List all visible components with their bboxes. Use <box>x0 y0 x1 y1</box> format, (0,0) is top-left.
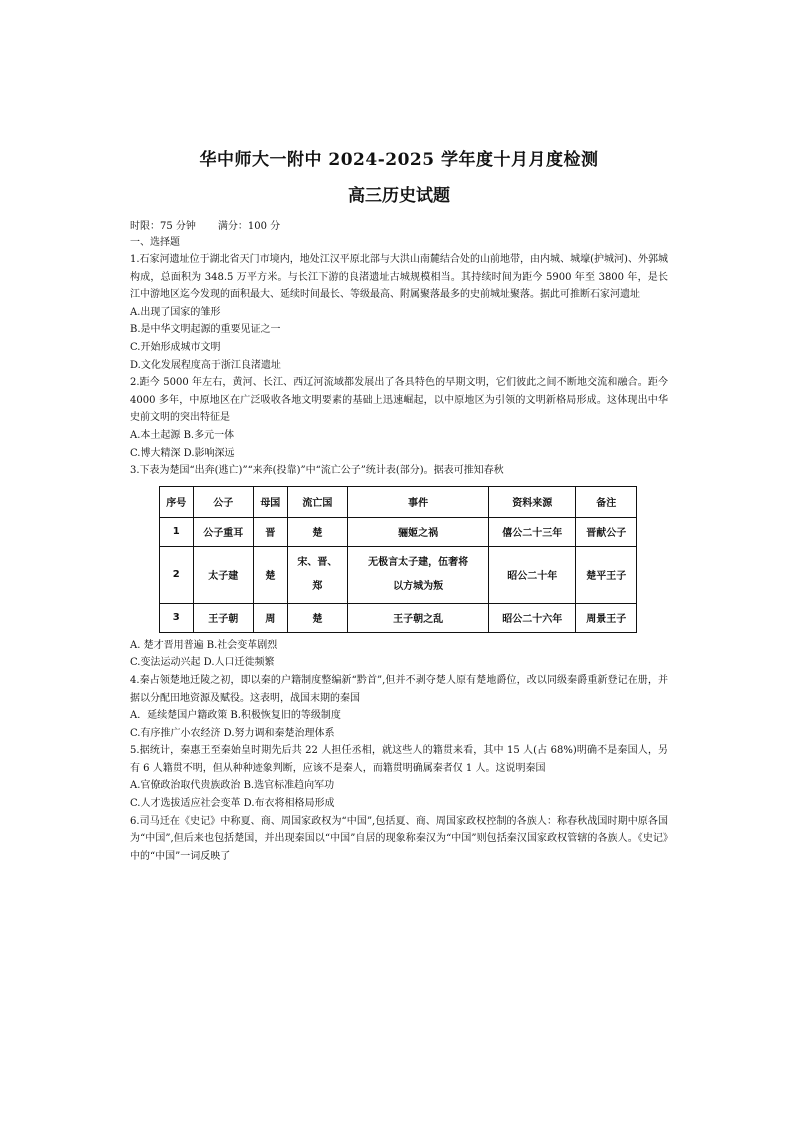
exile-line: 宋、晋、 <box>297 556 338 568</box>
exile-princes-table <box>159 486 637 633</box>
table-cell-source: 昭公二十六年 <box>489 603 576 632</box>
table-cell-event: 骊姬之祸 <box>348 517 489 546</box>
section-heading: 一、选择题 <box>130 237 180 248</box>
question-6-stem: 6.司马迁在《史记》中称夏、商、周国家政权为“中国”,包括夏、商、周国家政权控制的各族人：称春秋战国时期中原各国为“中国”,但后来也包括楚国，并出现秦国以“中国”自居的现象称秦汉为“中国”则包括秦汉国家政权管辖的各族人。《史记》中的“中国”一词反映了 <box>130 815 668 862</box>
question-5-options-cd: C.人才选拔适应社会变革 D.布衣将相格局形成 <box>130 798 335 810</box>
table-cell-note: 周景王子 <box>576 603 637 632</box>
full-score: 满分：100 分 <box>217 221 281 232</box>
question-4-options-cd: C.有序推广小农经济 D.努力调和秦楚治理体系 <box>130 727 335 739</box>
question-3-options-ab: A. 楚才晋用普遍 B.社会变革剧烈 <box>130 639 278 651</box>
exile-line: 郑 <box>312 580 323 592</box>
event-line: 以方城为叛 <box>393 580 444 592</box>
table-row <box>160 546 637 603</box>
table-header: 备注 <box>576 486 637 517</box>
table-header: 资料来源 <box>489 486 576 517</box>
question-1-option-c: C.开始形成城市文明 <box>130 341 221 353</box>
table-cell-exile <box>287 546 347 603</box>
table-header: 公子 <box>193 486 253 517</box>
table-cell-exile: 楚 <box>287 603 347 632</box>
table-cell-source: 僖公二十三年 <box>489 517 576 546</box>
table-header: 母国 <box>254 486 288 517</box>
table-cell-name: 公子重耳 <box>193 517 253 546</box>
table-cell-home: 周 <box>254 603 288 632</box>
question-2-options-cd: C.博大精深 D.影响深远 <box>130 447 235 459</box>
table-header: 序号 <box>160 486 194 517</box>
exam-meta <box>130 219 668 235</box>
question-5-stem: 5.据统计，秦惠王至秦始皇时期先后共 22 人担任丞相，就这些人的籍贯来看，其中 15 人(占 68%)明确不是秦国人，另有 6 人籍贯不明，但从种种迹象判断，应该不是秦人，而籍贯明确属秦者仅 1 人。这说明秦国 <box>130 745 668 774</box>
table-cell-name: 王子朝 <box>193 603 253 632</box>
table-header-row <box>160 486 637 517</box>
event-line: 无极言太子建，伍奢将 <box>368 556 469 568</box>
table-cell-note: 晋献公子 <box>576 517 637 546</box>
table-row <box>160 517 637 546</box>
table-cell-event <box>348 546 489 603</box>
question-2-stem: 2.距今 5000 年左右，黄河、长江、西辽河流域都发展出了各具特色的早期文明，它们彼此之间不断地交流和融合。距今 4000 多年，中原地区在广泛吸收各地文明要素的基础上迅速崛起，以中原地区为引领的文明新格局形成。这体现出中华史前文明的突出特征是 <box>130 377 668 424</box>
question-5-options-ab: A.官僚政治取代贵族政治 B.选官标准趋向军功 <box>130 780 335 792</box>
question-1-stem: 1.石家河遗址位于湖北省天门市境内，地处江汉平原北部与大洪山南麓结合处的山前地带，由内城、城壕(护城河)、外郭城构成，总面积为 348.5 万平方米。与长江下游的良渚遗址古城规模相当。其持续时间为距今 5900 年至 3800 年，是长江中游地区迄今发现的面积最大、延续时间最长、等级最高、附属聚落最多的史前城址聚落。据此可推断石家河遗址 <box>130 254 668 301</box>
exam-title: 华中师大一附中 2024-2025 学年度十月月度检测 <box>199 150 599 170</box>
question-1-option-b: B.是中华文明起源的重要见证之一 <box>130 324 281 336</box>
time-limit: 时限：75 分钟 <box>130 221 196 232</box>
table-cell-no: 3 <box>160 603 194 632</box>
question-1-option-a: A.出现了国家的雏形 <box>130 306 221 318</box>
question-3-options-cd: C.变法运动兴起 D.人口迁徙频繁 <box>130 657 275 669</box>
question-3-stem: 3.下表为楚国“出奔(逃亡)”“来奔(投靠)”中“流亡公子”统计表(部分)。据表可推知春秋 <box>130 465 504 477</box>
exam-page <box>130 140 668 865</box>
table-cell-home: 楚 <box>254 546 288 603</box>
table-cell-home: 晋 <box>254 517 288 546</box>
question-2-options-ab: A.本土起源 B.多元一体 <box>130 429 235 441</box>
table-header: 流亡国 <box>287 486 347 517</box>
table-cell-exile: 楚 <box>287 517 347 546</box>
table-cell-no: 2 <box>160 546 194 603</box>
exam-subtitle: 高三历史试题 <box>348 186 450 206</box>
table-cell-source: 昭公二十年 <box>489 546 576 603</box>
question-1-option-d: D.文化发展程度高于浙江良渚遗址 <box>130 359 281 371</box>
table-cell-note: 楚平王子 <box>576 546 637 603</box>
table-header: 事件 <box>348 486 489 517</box>
question-4-stem: 4.秦占领楚地迁陵之初，即以秦的户籍制度整编新“黔首”,但并不剥夺楚人原有楚地爵位，改以同级秦爵重新登记在册，并据以分配田地资源及赋役。这表明，战国末期的秦国 <box>130 674 668 704</box>
table-cell-name: 太子建 <box>193 546 253 603</box>
table-cell-event: 王子朝之乱 <box>348 603 489 632</box>
table-row <box>160 603 637 632</box>
table-cell-no: 1 <box>160 517 194 546</box>
question-4-options-ab: A．延续楚国户籍政策 B.积极恢复旧的等级制度 <box>130 710 341 722</box>
